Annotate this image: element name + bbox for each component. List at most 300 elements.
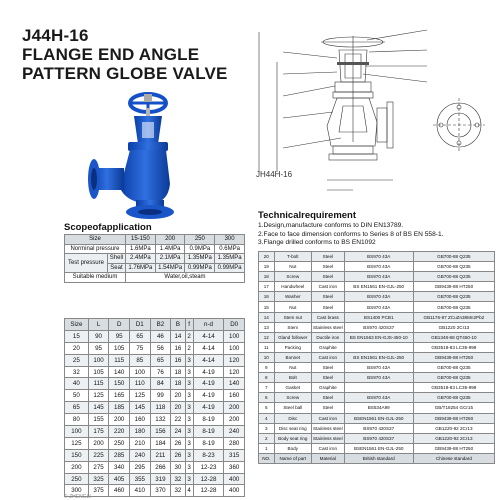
parts-cell (344, 342, 413, 352)
parts-cell: Cast iron (312, 282, 345, 292)
dimensions-cell: 275 (88, 461, 109, 473)
dimensions-cell: 3 (185, 366, 193, 378)
parts-cell: BS1400 PCB1 (344, 312, 413, 322)
parts-cell: Washer (274, 292, 311, 302)
dimensions-cell: 3 (185, 461, 193, 473)
scope-size-cell: 300 (215, 235, 245, 245)
table-row (65, 449, 245, 461)
parts-table (258, 251, 495, 464)
parts-cell: Graphite (312, 383, 345, 393)
table-row (259, 252, 495, 262)
scope-size-label: Size (65, 235, 126, 245)
parts-cell: GB9439-88 HT250 (413, 443, 494, 453)
dimensions-cell: 145 (88, 402, 109, 414)
parts-cell: GB9439-88 HT250 (413, 413, 494, 423)
parts-cell: GB700-88 Q235 (413, 373, 494, 383)
parts-header-cell: British standard (344, 453, 413, 463)
dimensions-cell: 8-19 (193, 437, 224, 449)
parts-cell: GB700-88 Q235 (413, 272, 494, 282)
dimensions-cell: 160 (130, 414, 151, 426)
dimensions-cell: 4-19 (193, 390, 224, 402)
table-row (259, 332, 495, 342)
dimensions-cell: 12-23 (193, 461, 224, 473)
dimensions-cell: 200 (65, 461, 89, 473)
dimensions-header-cell: D (109, 319, 130, 331)
dimensions-cell: 180 (130, 426, 151, 438)
table-row (259, 433, 495, 443)
dimensions-cell: 200 (224, 402, 245, 414)
dimensions-cell: 125 (88, 390, 109, 402)
parts-cell: BS EN1561 EN-GJL-250 (344, 352, 413, 362)
dimensions-cell: 110 (130, 378, 151, 390)
valve-product-image (60, 86, 200, 224)
footer-mark: © ZHENGLI (64, 494, 91, 500)
dimensions-cell: 125 (65, 437, 89, 449)
dimensions-cell: 250 (65, 473, 89, 485)
dimensions-cell: 3 (185, 378, 193, 390)
dimensions-cell: 184 (150, 437, 171, 449)
dimensions-cell: 3 (185, 390, 193, 402)
dimensions-cell: 4-19 (193, 378, 224, 390)
title-line-2: FLANGE END ANGLE (22, 45, 200, 64)
dimensions-cell: 325 (88, 473, 109, 485)
dimensions-cell: 4-19 (193, 402, 224, 414)
scope-seat-cell: 0.99MPa (185, 263, 215, 273)
scope-size-cell: 250 (185, 235, 215, 245)
parts-cell: BS970 43A (344, 252, 413, 262)
parts-cell: BS970 43A (344, 302, 413, 312)
table-row (259, 292, 495, 302)
table-row (65, 437, 245, 449)
parts-cell: GB3518-83 LC35-999 (413, 383, 494, 393)
dimensions-cell: 115 (88, 378, 109, 390)
dimensions-cell: 2 (185, 342, 193, 354)
dimensions-cell: 3 (185, 449, 193, 461)
dimensions-header-cell: D1 (130, 319, 151, 331)
dimensions-cell: 132 (150, 414, 171, 426)
dimensions-cell: 3 (185, 426, 193, 438)
dimensions-cell: 460 (109, 485, 130, 497)
parts-cell: Steel (312, 252, 345, 262)
dimensions-cell: 400 (224, 473, 245, 485)
tech-requirements (258, 222, 443, 248)
dimensions-cell: 46 (150, 330, 171, 342)
dimensions-cell: 100 (130, 366, 151, 378)
table-row (65, 426, 245, 438)
parts-cell: Steel ball (274, 403, 311, 413)
dimensions-cell: 95 (88, 342, 109, 354)
parts-cell: GB9439-88 HT250 (413, 352, 494, 362)
dimensions-cell: 26 (171, 437, 185, 449)
parts-cell: Steel (312, 272, 345, 282)
dimensions-cell: 105 (88, 366, 109, 378)
scope-medium-label: Suitable medium (65, 273, 126, 283)
dimensions-cell: 90 (88, 330, 109, 342)
table-row (65, 390, 245, 402)
dimensions-cell: 120 (224, 354, 245, 366)
dimensions-cell: 12-28 (193, 473, 224, 485)
dimensions-cell: 18 (171, 366, 185, 378)
dimensions-cell: 185 (109, 402, 130, 414)
dimensions-cell: 20 (65, 342, 89, 354)
scope-medium-value: Water,oil,steam (125, 273, 244, 283)
tech-title: Technicalrequirement (258, 210, 357, 221)
parts-header-cell: Chinese standard (413, 453, 494, 463)
table-row (259, 352, 495, 362)
scope-table (64, 234, 245, 283)
dimensions-cell: 8-19 (193, 426, 224, 438)
dimensions-cell: 315 (224, 449, 245, 461)
table-row (259, 282, 495, 292)
dimensions-cell: 280 (224, 437, 245, 449)
parts-cell: Packing (274, 342, 311, 352)
parts-cell: BS970 420S37 (344, 322, 413, 332)
dimensions-cell: 410 (130, 485, 151, 497)
parts-cell: 15 (259, 302, 275, 312)
dimensions-cell: 145 (130, 402, 151, 414)
dimensions-cell: 3 (185, 437, 193, 449)
table-row (65, 402, 245, 414)
parts-cell: Steel (312, 393, 345, 403)
parts-cell: Graphite (312, 342, 345, 352)
dimensions-cell: 95 (109, 330, 130, 342)
dimensions-cell: 355 (130, 473, 151, 485)
dimensions-cell: 16 (171, 342, 185, 354)
parts-cell: GB700-88 Q235 (413, 262, 494, 272)
parts-cell: 12 (259, 332, 275, 342)
parts-cell: 13 (259, 322, 275, 332)
tech-line: 1.Design,manufacture conforms to DIN EN13789. (258, 222, 404, 229)
parts-header-cell: NO. (259, 453, 275, 463)
parts-cell: Gland follower (274, 332, 311, 342)
parts-cell: Stem nut (274, 312, 311, 322)
parts-cell: GB700-88 Q235 (413, 302, 494, 312)
parts-cell: BSEN1561 EN-GJL-250 (344, 443, 413, 453)
parts-cell: 10 (259, 352, 275, 362)
scope-shell-cell: 1.35MPa (185, 254, 215, 264)
dimensions-cell: 65 (130, 330, 151, 342)
dimensions-cell: 8-19 (193, 414, 224, 426)
dimensions-cell: 3 (185, 354, 193, 366)
parts-cell: GB1220-92 2Cr13 (413, 423, 494, 433)
parts-cell: Cast iron (312, 352, 345, 362)
tech-line: 3.Flange drilled conforms to BS EN1092 (258, 239, 376, 247)
dimensions-cell: 99 (150, 390, 171, 402)
table-row (65, 414, 245, 426)
parts-cell: Steel (312, 292, 345, 302)
parts-cell: Handwheel (274, 282, 311, 292)
scope-shell-row (65, 254, 245, 264)
parts-cell: 9 (259, 363, 275, 373)
dimensions-cell: 225 (88, 449, 109, 461)
parts-cell (344, 383, 413, 393)
parts-cell: BS970 43A (344, 363, 413, 373)
parts-cell: GB9439-88 HT250 (413, 282, 494, 292)
dimensions-cell: 155 (88, 414, 109, 426)
table-row (65, 473, 245, 485)
dimensions-cell: 200 (109, 414, 130, 426)
dimensions-cell: 250 (109, 437, 130, 449)
dimensions-header-row (65, 319, 245, 331)
dimensions-cell: 4 (185, 485, 193, 497)
parts-cell: Bolt (274, 373, 311, 383)
parts-cell: BS970 420S37 (344, 423, 413, 433)
dimensions-cell: 4-14 (193, 330, 224, 342)
dimensions-header-cell: Size (65, 319, 89, 331)
parts-cell: Cast iron (312, 443, 345, 453)
scope-shell-cell: 1.35MPa (215, 254, 245, 264)
parts-cell: Disc (274, 413, 311, 423)
dimensions-cell: 4-14 (193, 342, 224, 354)
dimensions-cell: 32 (171, 473, 185, 485)
dimensions-cell: 12-28 (193, 485, 224, 497)
dimensions-cell: 100 (224, 342, 245, 354)
parts-cell: T-bolt (274, 252, 311, 262)
dimensions-cell: 4-14 (193, 354, 224, 366)
scope-size-row (65, 235, 245, 245)
dimensions-cell: 14 (171, 330, 185, 342)
dimensions-cell: 50 (65, 390, 89, 402)
dimensions-cell: 3 (185, 414, 193, 426)
dimensions-cell: 18 (171, 378, 185, 390)
dimensions-cell: 105 (109, 342, 130, 354)
table-row (259, 403, 495, 413)
table-row (259, 363, 495, 373)
parts-cell: 17 (259, 282, 275, 292)
table-row (259, 272, 495, 282)
dimensions-cell: 160 (224, 390, 245, 402)
scope-seat-cell: 0.99MPa (215, 263, 245, 273)
dimensions-cell: 26 (171, 449, 185, 461)
parts-header-row (259, 453, 495, 463)
parts-cell: Screw (274, 272, 311, 282)
parts-cell: 19 (259, 262, 275, 272)
parts-cell: Body (274, 443, 311, 453)
table-row (259, 423, 495, 433)
scope-nominal-cell: 1.6MPa (125, 244, 155, 254)
dimensions-cell: 84 (150, 378, 171, 390)
parts-cell: Stainless steel (312, 433, 345, 443)
dimensions-cell: 22 (171, 414, 185, 426)
parts-cell: Steel (312, 363, 345, 373)
scope-shell-label: Shell (107, 254, 125, 264)
parts-cell: Stainless steel (312, 322, 345, 332)
dimensions-cell: 360 (224, 461, 245, 473)
scope-nominal-row (65, 244, 245, 254)
parts-cell: GB1176-87 ZCuZn38Mn2Pb2 (413, 312, 494, 322)
parts-cell: BS970 43A (344, 272, 413, 282)
parts-cell: Screw (274, 393, 311, 403)
parts-cell: 4 (259, 413, 275, 423)
parts-cell: GB700-88 Q235 (413, 252, 494, 262)
title-line-1: J44H-16 (22, 26, 89, 45)
scope-seat-cell: 1.54MPa (155, 263, 185, 273)
parts-cell: Steel (312, 262, 345, 272)
table-row (259, 262, 495, 272)
parts-cell: 16 (259, 292, 275, 302)
dimensions-cell: 3 (185, 473, 193, 485)
dimensions-cell: 65 (65, 402, 89, 414)
dimensions-cell: 211 (150, 449, 171, 461)
parts-cell: 3 (259, 423, 275, 433)
scope-size-cell: 15-150 (125, 235, 155, 245)
parts-cell: GB1348-88 QT450-10 (413, 332, 494, 342)
scope-test-label: Test pressure (65, 254, 108, 273)
dimensions-cell: 125 (130, 390, 151, 402)
parts-cell: Ductile iron (312, 332, 345, 342)
parts-cell: BSEN1561 EN-GJL-250 (344, 413, 413, 423)
parts-cell: BS EN1563 EN-GJS-450-10 (344, 332, 413, 342)
dimensions-header-cell: n-d (193, 319, 224, 331)
dimensions-cell: 24 (171, 426, 185, 438)
scope-nominal-cell: 0.6MPa (215, 244, 245, 254)
dimensions-cell: 240 (224, 426, 245, 438)
parts-cell: Steel (312, 373, 345, 383)
parts-cell: Cast brass (312, 312, 345, 322)
dimensions-cell: 375 (88, 485, 109, 497)
dimensions-header-cell: D0 (224, 319, 245, 331)
dimensions-cell: 85 (130, 354, 151, 366)
parts-cell: Nut (274, 363, 311, 373)
parts-cell: Nut (274, 302, 311, 312)
drawing-model-label: JH44H-16 (256, 170, 293, 179)
table-row (259, 383, 495, 393)
table-row (259, 302, 495, 312)
dimensions-cell: 65 (150, 354, 171, 366)
parts-cell: 6 (259, 393, 275, 403)
parts-cell: Bonnet (274, 352, 311, 362)
scope-seat-label: Seat (107, 263, 125, 273)
dimensions-cell: 266 (150, 461, 171, 473)
dimensions-cell: 400 (224, 485, 245, 497)
parts-cell: Gasket (274, 383, 311, 393)
table-row (65, 461, 245, 473)
dimensions-header-cell: L (88, 319, 109, 331)
table-row (65, 366, 245, 378)
parts-cell: GB700-88 Q235 (413, 393, 494, 403)
scope-nominal-label: Norminal pressure (65, 244, 126, 254)
scope-medium-row (65, 273, 245, 283)
parts-cell: BS970 43A (344, 262, 413, 272)
dimensions-cell: 295 (130, 461, 151, 473)
dimensions-header-cell: B (171, 319, 185, 331)
dimensions-cell: 75 (130, 342, 151, 354)
scope-seat-cell: 1.76MPa (125, 263, 155, 273)
parts-header-cell: Name of part (274, 453, 311, 463)
dimensions-cell: 8-23 (193, 449, 224, 461)
dimensions-cell: 220 (109, 426, 130, 438)
dimensions-cell: 370 (150, 485, 171, 497)
parts-cell: Steel (312, 302, 345, 312)
dimensions-cell: 156 (150, 426, 171, 438)
parts-cell: BS970 43A (344, 393, 413, 403)
scope-size-cell: 200 (155, 235, 185, 245)
page-title (22, 26, 228, 83)
dimensions-cell: 285 (109, 449, 130, 461)
dimensions-cell: 118 (150, 402, 171, 414)
dimensions-cell: 20 (171, 390, 185, 402)
parts-cell: 8 (259, 373, 275, 383)
scope-shell-cell: 2.4MPa (125, 254, 155, 264)
dimensions-cell: 150 (109, 378, 130, 390)
parts-cell: Steel (312, 403, 345, 413)
table-row (65, 342, 245, 354)
scope-title: Scopeofapplication (64, 222, 152, 233)
dimensions-cell: 3 (185, 402, 193, 414)
dimensions-cell: 340 (109, 461, 130, 473)
table-row (65, 354, 245, 366)
parts-cell: 14 (259, 312, 275, 322)
parts-header-cell: Material (312, 453, 345, 463)
parts-cell: GB/T18254 GCr15 (413, 403, 494, 413)
dimensions-cell: 120 (224, 366, 245, 378)
dimensions-cell: 2 (185, 330, 193, 342)
parts-cell: BS534A99 (344, 403, 413, 413)
dimensions-cell: 210 (130, 437, 151, 449)
dimensions-cell: 100 (88, 354, 109, 366)
dimensions-cell: 175 (88, 426, 109, 438)
dimensions-cell: 115 (109, 354, 130, 366)
dimensions-header-cell: B2 (150, 319, 171, 331)
parts-cell: Nut (274, 262, 311, 272)
parts-cell: Disc seat ring (274, 423, 311, 433)
dimensions-cell: 150 (65, 449, 89, 461)
parts-cell: Stainless steel (312, 423, 345, 433)
dimensions-cell: 165 (109, 390, 130, 402)
parts-cell: 2 (259, 433, 275, 443)
dimensions-cell: 30 (171, 461, 185, 473)
parts-cell: BS970 420S37 (344, 433, 413, 443)
table-row (259, 342, 495, 352)
dimensions-cell: 15 (65, 330, 89, 342)
dimensions-cell: 319 (150, 473, 171, 485)
parts-cell: 11 (259, 342, 275, 352)
parts-cell: Body seat ring (274, 433, 311, 443)
parts-cell: 7 (259, 383, 275, 393)
table-row (259, 393, 495, 403)
dimensions-header-cell: f (185, 319, 193, 331)
dimensions-cell: 76 (150, 366, 171, 378)
parts-cell: 18 (259, 272, 275, 282)
tech-line: 2.Face to face dimension conforms to Series 8 of BS EN 558-1. (258, 230, 444, 238)
dimensions-cell: 56 (150, 342, 171, 354)
parts-cell: GB1220-92 2Cr13 (413, 433, 494, 443)
dimensions-cell: 240 (130, 449, 151, 461)
table-row (65, 485, 245, 497)
table-row (259, 322, 495, 332)
dimensions-cell: 100 (224, 330, 245, 342)
table-row (65, 378, 245, 390)
dimensions-table (64, 318, 245, 497)
scope-shell-cell: 2.1MPa (155, 254, 185, 264)
parts-cell: 5 (259, 403, 275, 413)
dimensions-cell: 405 (109, 473, 130, 485)
dimensions-cell: 100 (65, 426, 89, 438)
scope-nominal-cell: 0.9MPa (185, 244, 215, 254)
scope-nominal-cell: 1.4MPa (155, 244, 185, 254)
table-row (259, 443, 495, 453)
table-row (259, 312, 495, 322)
parts-cell: GB700-88 Q235 (413, 363, 494, 373)
parts-cell: GB700-88 Q235 (413, 292, 494, 302)
dimensions-cell: 40 (65, 378, 89, 390)
dimensions-cell: 32 (65, 366, 89, 378)
title-line-3: PATTERN GLOBE VALVE (22, 64, 228, 83)
parts-cell: GB1220 2Cr13 (413, 322, 494, 332)
dimensions-cell: 200 (224, 414, 245, 426)
parts-cell: BS EN1561 EN-GJL-250 (344, 282, 413, 292)
dimensions-cell: 4-19 (193, 366, 224, 378)
